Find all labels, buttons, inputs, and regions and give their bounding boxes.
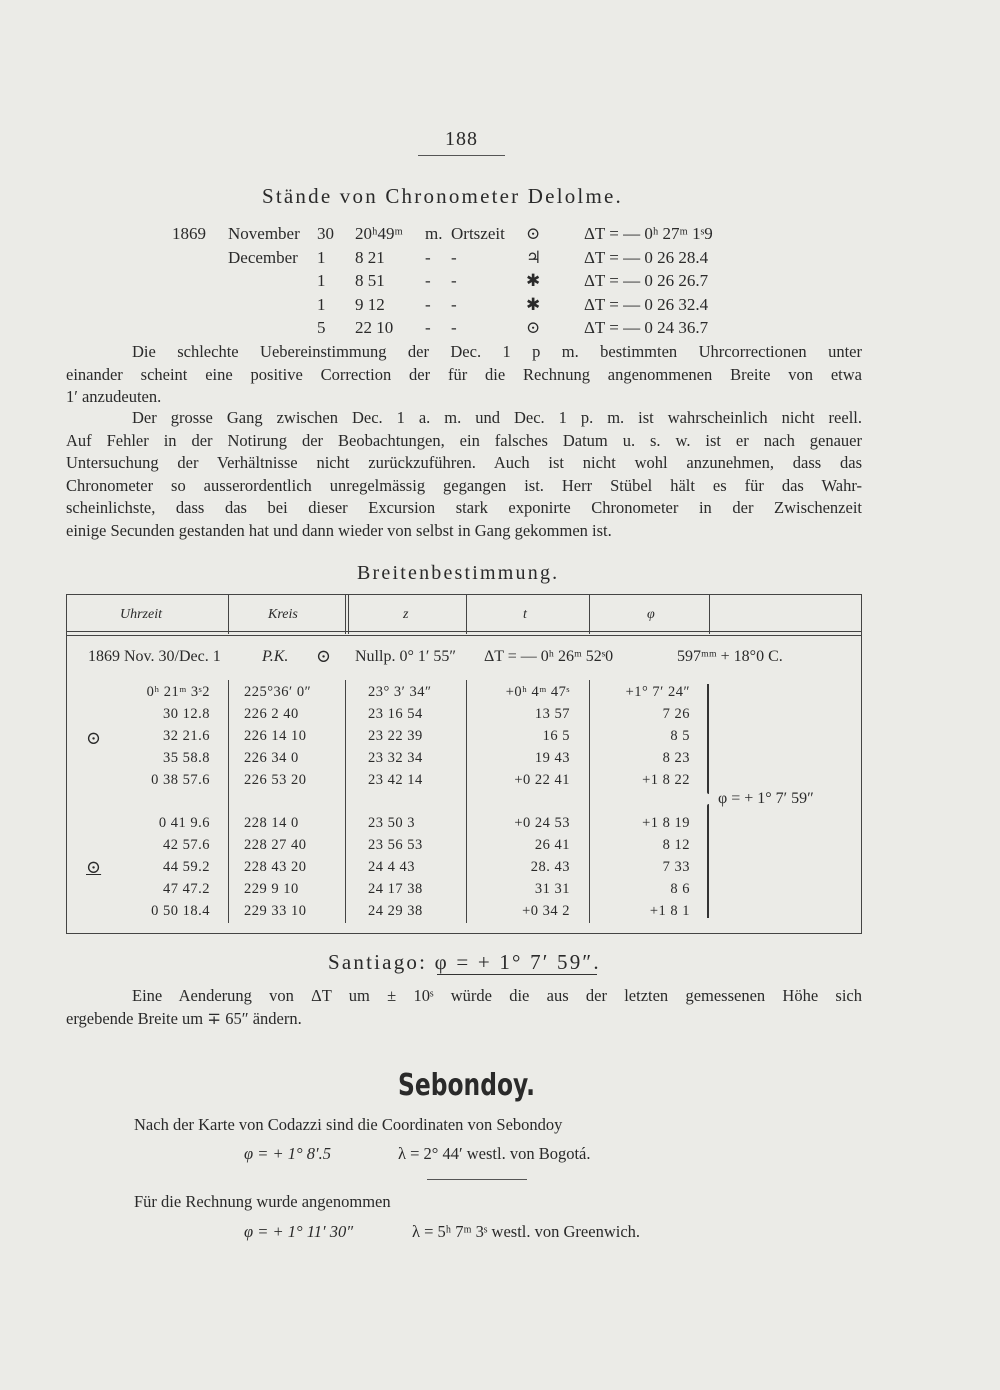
chronometer-time: 8 21 [355,247,385,267]
chronometer-time: 9 12 [355,294,385,314]
table-cell-p: +1 8 19 [642,815,690,831]
col-header-z: z [403,607,409,622]
table-cell-z: 23 16 54 [368,706,423,722]
table-cell-p: 7 26 [662,706,690,722]
chronometer-dt: ΔT = — 0 26 26.7 [584,271,709,290]
chronometer-day: 1 [317,247,326,267]
sun-upper-limb-icon: ⊙ [86,728,102,748]
table-cell-t: +0 24 53 [514,815,570,831]
chronometer-unit: - [425,247,431,267]
chronometer-day: 30 [317,224,334,243]
chronometer-place: - [451,318,457,337]
chronometer-place: Ortszeit [451,224,505,243]
table-cell-u: 32 21.6 [163,728,210,744]
obs-instrument: P.K. [262,648,289,665]
table-cell-p: 7 33 [662,859,690,875]
chronometer-month: December [228,247,298,267]
table-cell-u: 0 50 18.4 [151,903,210,919]
table-cell-u: 35 58.8 [163,750,210,766]
text-line: Der grosse Gang zwischen Dec. 1 a. m. und Dec. 1 p. m. ist wahrscheinlich nicht reell. [132,408,862,427]
santiago-underline [437,974,597,975]
table-cell-u: 30 12.8 [163,706,210,722]
table-vrule [228,594,229,634]
table-vrule [345,594,346,634]
table-cell-p: 8 6 [670,881,690,897]
chronometer-unit: - [425,271,431,290]
table-cell-u: 42 57.6 [163,837,210,853]
chronometer-time: 22 10 [355,318,394,337]
table-cell-u: 0ʰ 21ᵐ 3ˢ2 [146,684,210,700]
sebondoy-lambda-assumed: λ = 5ʰ 7ᵐ 3ˢ westl. von Greenwich. [412,1222,641,1241]
chronometer-place: - [451,271,457,290]
table-cell-t: 31 31 [534,881,570,897]
table-cell-k: 226 14 10 [244,728,307,744]
table-cell-k: 229 33 10 [244,903,307,919]
sun-lower-limb-icon: ⊙ [86,857,102,877]
table-vrule [466,680,467,923]
table-cell-k: 226 2 40 [244,706,299,722]
table-vrule [709,594,710,634]
table-cell-p: 8 23 [662,750,690,766]
text-line: einander scheint eine positive Correction der für die Rechnung angenommenen Breite von etwa [66,364,862,384]
paragraph-1 [66,341,862,409]
sun-icon: ⊙ [316,646,332,666]
breitenbestimmung-title: Breitenbestimmung. [357,562,560,584]
table-vrule [589,594,590,634]
table-cell-k: 226 34 0 [244,750,299,766]
table-cell-k: 228 27 40 [244,837,307,853]
chronometer-dt: ΔT = — 0ʰ 27ᵐ 1ˢ9 [584,224,713,243]
santiago-text: Santiago: φ = + 1° 7′ 59″. [328,950,601,974]
table-cell-t: 19 43 [534,750,570,766]
obs-barometer: 597ᵐᵐ + 18°0 C. [677,648,783,665]
sebondoy-phi: φ = + 1° 8′.5 [244,1144,331,1163]
table-cell-k: 229 9 10 [244,881,299,897]
observation-symbol-icon: ⊙ [526,224,541,243]
table-cell-t: +0 34 2 [522,903,570,919]
table-cell-z: 23 22 39 [368,728,423,744]
table-cell-p: +1° 7′ 24″ [625,684,690,700]
col-header-kreis: Kreis [268,607,298,622]
table-cell-z: 24 4 43 [368,859,415,875]
table-cell-z: 24 17 38 [368,881,423,897]
chronometer-dt: ΔT = — 0 26 32.4 [584,294,709,314]
text-line: Eine Aenderung von ΔT um ± 10ˢ würde die aus der letzten gemessenen Höhe sich [132,986,862,1005]
table-cell-u: 0 41 9.6 [158,815,210,831]
table-vrule [345,680,346,923]
sebondoy-assumed: Für die Rechnung wurde angenommen [134,1192,391,1211]
chronometer-year: 1869 [172,224,206,243]
text-line: einige Secunden gestanden hat und dann wieder von selbst in Gang gekommen ist. [66,520,612,540]
chronometer-month: November [228,224,300,243]
text-line: Die schlechte Uebereinstimmung der Dec. 1 p m. bestimmten Uhrcorrectionen unter [132,342,862,361]
chronometer-unit: - [425,318,431,337]
table-cell-t: +0ʰ 4ᵐ 47ˢ [505,684,570,700]
table-cell-p: 8 5 [670,728,690,744]
observation-symbol-icon: ♃ [526,247,542,267]
text-line: Untersuchung der Verhältnisse nicht zurückzuführen. Auch ist nicht wohl anzunehmen, dass das [66,453,862,472]
table-vrule [589,680,590,923]
sebondoy-title: Sebondoy. [398,1068,536,1103]
table-cell-k: 226 53 20 [244,772,307,788]
observation-symbol-icon: ✱ [526,271,541,290]
page-number: 188 [445,128,478,150]
table-cell-k: 225°36′ 0″ [244,684,312,700]
table-cell-z: 23 50 3 [368,815,415,831]
table-cell-u: 0 38 57.6 [151,772,210,788]
table-cell-z: 23 42 14 [368,772,423,788]
observation-symbol-icon: ⊙ [526,318,541,337]
table-vrule [348,594,349,634]
chronometer-unit: m. [425,224,443,243]
table-cell-p: 8 12 [662,837,690,853]
table-cell-z: 24 29 38 [368,903,423,919]
table-cell-t: 16 5 [542,728,570,744]
table-cell-p: +1 8 1 [649,903,690,919]
brace-lower [707,804,709,918]
table-vrule [466,594,467,634]
chronometer-time: 20ʰ49ᵐ [355,224,403,243]
paragraph-2 [66,407,862,542]
text-line: Chronometer so ausserordentlich unregelmässig gegangen ist. Herr Stübel hält es für das Wahr- [66,475,862,495]
santiago-result [328,950,601,975]
chronometer-day: 1 [317,271,326,290]
table-cell-t: 13 57 [534,706,570,722]
chronometer-place: - [451,294,457,314]
brace-upper [707,684,709,794]
text-line: scheinlichste, dass das bei dieser Excursion stark exponirte Chronometer in der Zwischenzeit [66,498,862,517]
col-header-uhrzeit: Uhrzeit [120,607,162,622]
table-cell-k: 228 43 20 [244,859,307,875]
obs-nullpoint: Nullp. 0° 1′ 55″ [355,648,457,665]
obs-date: 1869 Nov. 30/Dec. 1 [88,648,221,665]
sebondoy-intro: Nach der Karte von Codazzi sind die Coordinaten von Sebondoy [134,1115,563,1134]
table-rule [66,635,862,636]
text-line: 1′ anzudeuten. [66,387,162,406]
chronometer-unit: - [425,294,431,314]
col-header-t: t [523,607,527,622]
paragraph-3 [66,985,862,1030]
page-number-rule [418,155,505,156]
table-cell-z: 23 32 34 [368,750,423,766]
table-cell-z: 23° 3′ 34″ [368,684,432,700]
table-cell-u: 44 59.2 [163,859,210,875]
table-cell-t: 26 41 [534,837,570,853]
chronometer-time: 8 51 [355,271,385,290]
chronometer-dt: ΔT = — 0 24 36.7 [584,318,709,337]
chronometer-day: 5 [317,318,326,337]
mean-latitude: φ = + 1° 7′ 59″ [718,790,814,807]
chronometer-place: - [451,247,457,267]
table-cell-p: +1 8 22 [642,772,690,788]
table-cell-t: +0 22 41 [514,772,570,788]
text-line: Auf Fehler in der Notirung der Beobachtungen, ein falsches Datum u. s. w. ist er nach genauer [66,430,862,450]
observation-symbol-icon: ✱ [526,294,541,314]
chronometer-title: Stände von Chronometer Delolme. [262,184,623,208]
table-cell-t: 28. 43 [530,859,570,875]
table-cell-z: 23 56 53 [368,837,423,853]
table-cell-u: 47 47.2 [163,881,210,897]
col-header-phi: φ [647,607,655,622]
table-cell-k: 228 14 0 [244,815,299,831]
table-vrule [228,680,229,923]
sebondoy-lambda: λ = 2° 44′ westl. von Bogotá. [398,1144,591,1163]
text-line: ergebende Breite um ∓ 65″ ändern. [66,1008,302,1028]
chronometer-dt: ΔT = — 0 26 28.4 [584,247,709,267]
obs-clock-correction: ΔT = — 0ʰ 26ᵐ 52ˢ0 [484,648,614,665]
table-rule [66,631,862,632]
chronometer-day: 1 [317,294,326,314]
sebondoy-phi-assumed: φ = + 1° 11′ 30″ [244,1222,354,1241]
section-rule [427,1179,527,1180]
